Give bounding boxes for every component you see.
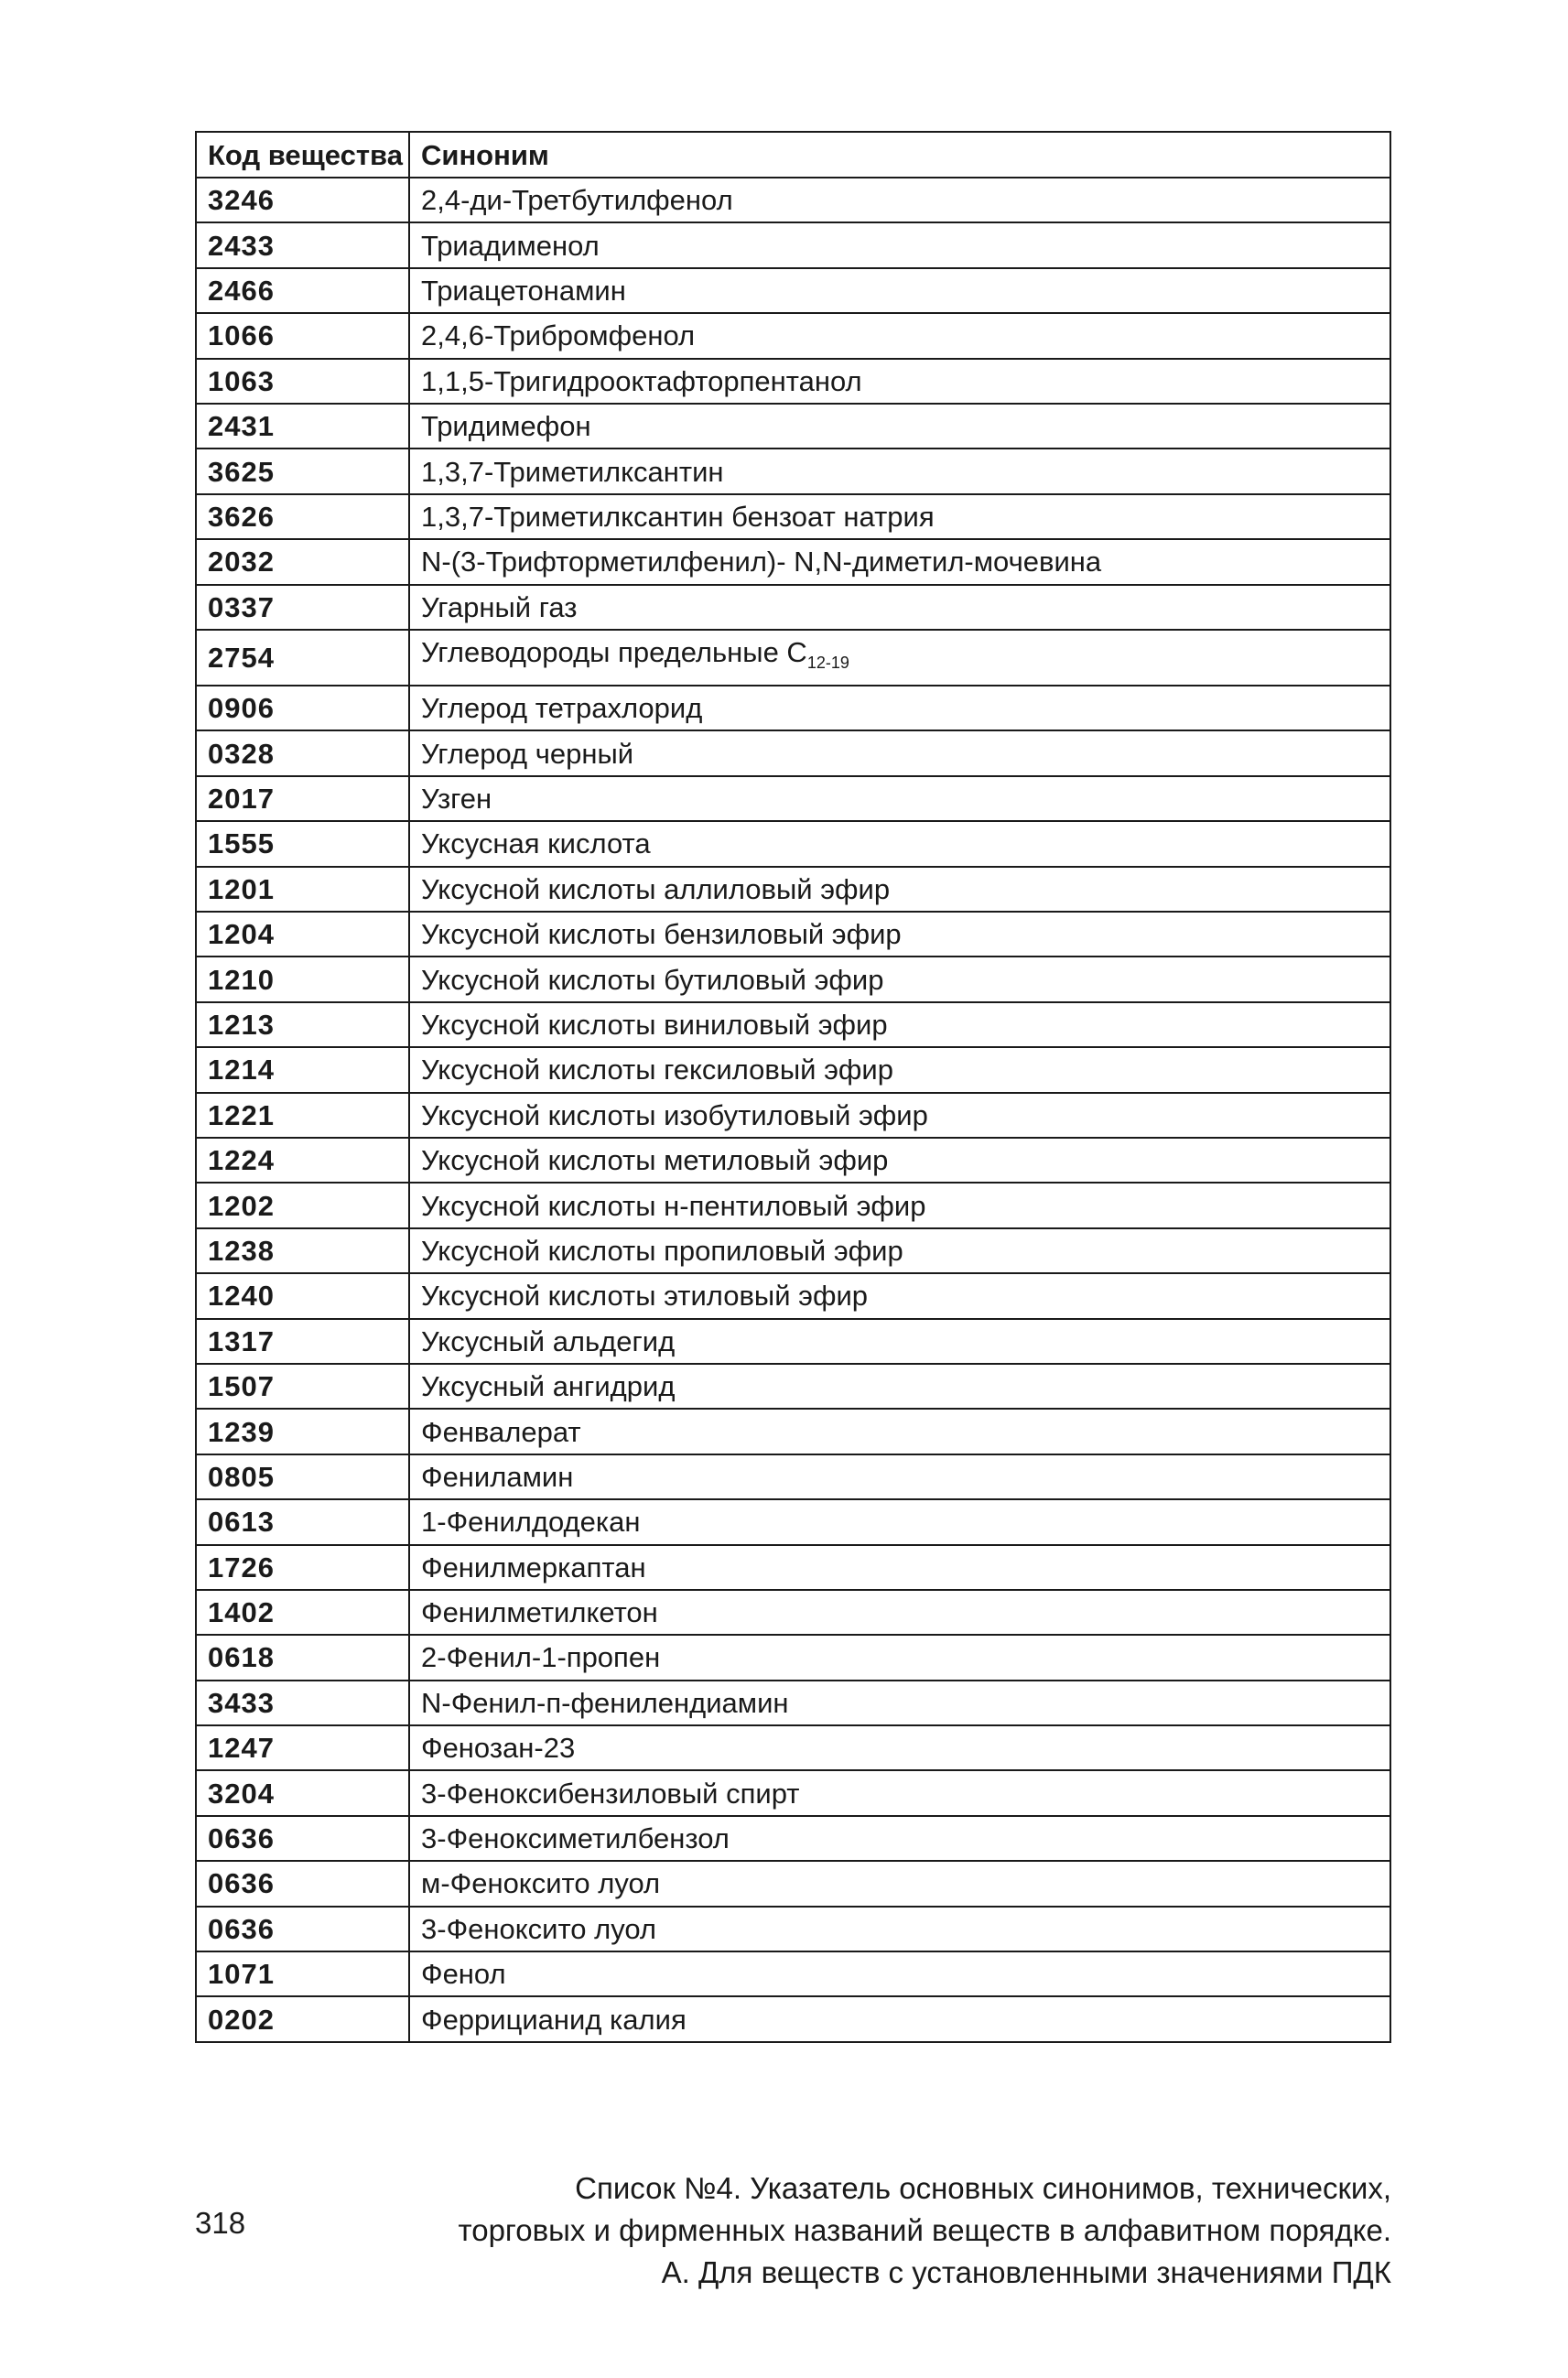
substance-code-cell: 0636 bbox=[196, 1861, 409, 1906]
synonym-cell bbox=[409, 1996, 1390, 2041]
substance-code-cell: 1071 bbox=[196, 1951, 409, 1996]
synonym-text: Фениламин bbox=[421, 1460, 574, 1493]
substance-code-cell: 1507 bbox=[196, 1364, 409, 1409]
synonym-cell bbox=[409, 1590, 1390, 1635]
substance-code-cell: 3433 bbox=[196, 1681, 409, 1725]
substance-code-cell: 1063 bbox=[196, 359, 409, 404]
page-caption bbox=[458, 2167, 1391, 2294]
synonym-cell bbox=[409, 268, 1390, 313]
substance-code-cell: 1221 bbox=[196, 1093, 409, 1138]
synonym-text: N-(3-Трифторметилфенил)- N,N-диметил-мочевина bbox=[421, 546, 1102, 578]
table-row bbox=[196, 449, 1390, 493]
table-row bbox=[196, 1093, 1390, 1138]
synonym-cell bbox=[409, 821, 1390, 866]
synonym-cell bbox=[409, 178, 1390, 222]
synonym-text: Угарный газ bbox=[421, 590, 578, 623]
table-row bbox=[196, 404, 1390, 449]
table-row bbox=[196, 912, 1390, 957]
synonym-text: Феррицианид калия bbox=[421, 2003, 687, 2036]
table-row bbox=[196, 686, 1390, 730]
synonym-cell bbox=[409, 867, 1390, 912]
substance-code-cell: 1238 bbox=[196, 1228, 409, 1273]
synonym-text: Фенозан-23 bbox=[421, 1732, 576, 1765]
caption-line: А. Для веществ с установленными значениями ПДК bbox=[661, 2255, 1391, 2289]
substance-code-cell: 1247 bbox=[196, 1725, 409, 1770]
table-body bbox=[196, 178, 1390, 2042]
synonym-cell bbox=[409, 1183, 1390, 1227]
table-row bbox=[196, 630, 1390, 686]
table-row bbox=[196, 494, 1390, 539]
table-row bbox=[196, 1002, 1390, 1047]
synonym-cell bbox=[409, 686, 1390, 730]
synonym-cell bbox=[409, 539, 1390, 584]
synonym-text: N-Фенил-п-фенилендиамин bbox=[421, 1686, 789, 1719]
synonym-text: 2,4-ди-Третбутилфенол bbox=[421, 184, 733, 217]
synonym-text: 3-Феноксиметилбензол bbox=[421, 1822, 730, 1855]
table-row bbox=[196, 867, 1390, 912]
synonym-cell bbox=[409, 1770, 1390, 1815]
synonym-cell bbox=[409, 957, 1390, 1001]
table-row bbox=[196, 957, 1390, 1001]
table-row bbox=[196, 1228, 1390, 1273]
substance-code-cell: 2433 bbox=[196, 222, 409, 267]
synonym-text: 2,4,6-Трибромфенол bbox=[421, 319, 696, 352]
synonym-cell bbox=[409, 313, 1390, 358]
synonym-cell bbox=[409, 404, 1390, 449]
substance-code-cell: 1214 bbox=[196, 1047, 409, 1092]
substance-code-cell: 1066 bbox=[196, 313, 409, 358]
table-row bbox=[196, 1635, 1390, 1680]
synonym-cell bbox=[409, 730, 1390, 775]
table-row bbox=[196, 1590, 1390, 1635]
table-row bbox=[196, 1681, 1390, 1725]
substance-code-cell: 0613 bbox=[196, 1499, 409, 1544]
substance-code-cell: 2032 bbox=[196, 539, 409, 584]
synonym-text: Уксусный ангидрид bbox=[421, 1370, 676, 1403]
table-row bbox=[196, 821, 1390, 866]
substance-code-cell: 1210 bbox=[196, 957, 409, 1001]
synonym-text: Углерод тетрахлорид bbox=[421, 692, 703, 725]
table-header-row bbox=[196, 132, 1390, 178]
synonym-text: Триацетонамин bbox=[421, 274, 626, 307]
synonym-cell bbox=[409, 1409, 1390, 1454]
table-row bbox=[196, 1273, 1390, 1318]
table-row bbox=[196, 359, 1390, 404]
synonym-cell bbox=[409, 1002, 1390, 1047]
table-row bbox=[196, 730, 1390, 775]
substance-code-cell: 1402 bbox=[196, 1590, 409, 1635]
header-code: Код вещества bbox=[196, 132, 409, 178]
synonym-text: м-Феноксито луол bbox=[421, 1867, 661, 1900]
table-row bbox=[196, 178, 1390, 222]
synonym-cell bbox=[409, 1681, 1390, 1725]
substance-code-cell: 3204 bbox=[196, 1770, 409, 1815]
substance-code-cell: 1204 bbox=[196, 912, 409, 957]
synonym-text: Уксусный альдегид bbox=[421, 1324, 676, 1357]
substance-code-cell: 0906 bbox=[196, 686, 409, 730]
synonym-text: Фенвалерат bbox=[421, 1415, 581, 1448]
substance-code-cell: 1224 bbox=[196, 1138, 409, 1183]
substance-code-cell: 0337 bbox=[196, 585, 409, 630]
substance-code-cell: 1726 bbox=[196, 1545, 409, 1590]
table-row bbox=[196, 1138, 1390, 1183]
synonyms-table bbox=[195, 131, 1391, 2043]
synonym-text: Уксусной кислоты гексиловый эфир bbox=[421, 1054, 893, 1086]
synonym-text: Триадименол bbox=[421, 229, 600, 262]
table-row bbox=[196, 1454, 1390, 1499]
table-row bbox=[196, 1545, 1390, 1590]
synonym-text: Уксусной кислоты бутиловый эфир bbox=[421, 963, 884, 996]
substance-code-cell: 1213 bbox=[196, 1002, 409, 1047]
substance-code-cell: 2754 bbox=[196, 630, 409, 686]
synonym-text: 1-Фенилдодекан bbox=[421, 1506, 641, 1539]
substance-code-cell: 2466 bbox=[196, 268, 409, 313]
synonym-text: Уксусной кислоты бензиловый эфир bbox=[421, 918, 902, 951]
synonym-cell bbox=[409, 494, 1390, 539]
synonym-text: Углерод черный bbox=[421, 737, 634, 770]
synonym-cell bbox=[409, 1499, 1390, 1544]
substance-code-cell: 1240 bbox=[196, 1273, 409, 1318]
synonym-cell bbox=[409, 222, 1390, 267]
page-number: 318 bbox=[195, 2206, 246, 2240]
synonym-text: Фенол bbox=[421, 1958, 506, 1991]
synonym-text: Уксусной кислоты аллиловый эфир bbox=[421, 872, 891, 905]
table-row bbox=[196, 1047, 1390, 1092]
synonym-cell bbox=[409, 1816, 1390, 1861]
synonym-text: Уксусной кислоты метиловый эфир bbox=[421, 1144, 889, 1177]
synonym-cell bbox=[409, 1228, 1390, 1273]
synonym-text: Уксусной кислоты пропиловый эфир bbox=[421, 1234, 903, 1267]
synonym-text: Уксусная кислота bbox=[421, 827, 651, 860]
synonym-text: Узген bbox=[421, 783, 492, 816]
substance-code-cell: 2017 bbox=[196, 776, 409, 821]
synonym-text: Фенилметилкетон bbox=[421, 1596, 658, 1629]
synonym-cell bbox=[409, 1725, 1390, 1770]
substance-code-cell: 1239 bbox=[196, 1409, 409, 1454]
caption-line: торговых и фирменных названий веществ в алфавитном порядке. bbox=[458, 2213, 1391, 2247]
substance-code-cell: 1317 bbox=[196, 1319, 409, 1364]
synonym-text: Углеводороды предельные C bbox=[421, 635, 807, 668]
synonym-cell bbox=[409, 1047, 1390, 1092]
synonym-cell bbox=[409, 1861, 1390, 1906]
table-row bbox=[196, 776, 1390, 821]
synonym-cell bbox=[409, 1951, 1390, 1996]
synonym-text: Фенилмеркаптан bbox=[421, 1551, 646, 1584]
substance-code-cell: 3625 bbox=[196, 449, 409, 493]
table-row bbox=[196, 222, 1390, 267]
synonym-text: Уксусной кислоты н-пентиловый эфир bbox=[421, 1189, 926, 1222]
table-row bbox=[196, 1725, 1390, 1770]
table-row bbox=[196, 1409, 1390, 1454]
substance-code-cell: 0328 bbox=[196, 730, 409, 775]
synonym-cell bbox=[409, 1635, 1390, 1680]
synonym-cell bbox=[409, 1093, 1390, 1138]
substance-code-cell: 0636 bbox=[196, 1907, 409, 1951]
synonym-text: Уксусной кислоты виниловый эфир bbox=[421, 1009, 888, 1042]
substance-code-cell: 3626 bbox=[196, 494, 409, 539]
synonym-cell bbox=[409, 585, 1390, 630]
substance-code-cell: 0636 bbox=[196, 1816, 409, 1861]
table-row bbox=[196, 539, 1390, 584]
synonym-cell bbox=[409, 359, 1390, 404]
synonym-text: 1,1,5-Тригидрооктафторпентанол bbox=[421, 364, 862, 397]
table-row bbox=[196, 585, 1390, 630]
table-row bbox=[196, 1319, 1390, 1364]
synonym-cell bbox=[409, 912, 1390, 957]
synonym-cell bbox=[409, 449, 1390, 493]
substance-code-cell: 0618 bbox=[196, 1635, 409, 1680]
synonym-text: 3-Феноксито луол bbox=[421, 1912, 657, 1945]
table-row bbox=[196, 268, 1390, 313]
table-row bbox=[196, 1499, 1390, 1544]
synonym-text: 1,3,7-Триметилксантин бензоат натрия bbox=[421, 500, 935, 533]
synonym-cell bbox=[409, 1545, 1390, 1590]
synonym-text: 3-Феноксибензиловый спирт bbox=[421, 1777, 800, 1810]
synonym-cell bbox=[409, 1319, 1390, 1364]
table-row bbox=[196, 1816, 1390, 1861]
synonym-cell bbox=[409, 1907, 1390, 1951]
synonym-cell bbox=[409, 776, 1390, 821]
substance-code-cell: 2431 bbox=[196, 404, 409, 449]
table-row bbox=[196, 1861, 1390, 1906]
synonym-cell bbox=[409, 1364, 1390, 1409]
synonym-cell bbox=[409, 1454, 1390, 1499]
table-row bbox=[196, 1907, 1390, 1951]
synonym-text: 1,3,7-Триметилксантин bbox=[421, 455, 724, 488]
synonym-text: Уксусной кислоты этиловый эфир bbox=[421, 1280, 869, 1313]
substance-code-cell: 1201 bbox=[196, 867, 409, 912]
table-row bbox=[196, 313, 1390, 358]
table-row bbox=[196, 1364, 1390, 1409]
table-row bbox=[196, 1770, 1390, 1815]
substance-code-cell: 1555 bbox=[196, 821, 409, 866]
synonym-cell bbox=[409, 630, 1390, 686]
synonym-text: Уксусной кислоты изобутиловый эфир bbox=[421, 1098, 928, 1131]
synonym-text: Тридимефон bbox=[421, 410, 591, 443]
substance-code-cell: 1202 bbox=[196, 1183, 409, 1227]
synonym-text: 2-Фенил-1-пропен bbox=[421, 1641, 661, 1674]
synonym-cell bbox=[409, 1138, 1390, 1183]
table-row bbox=[196, 1183, 1390, 1227]
table-row bbox=[196, 1996, 1390, 2041]
header-synonym: Синоним bbox=[409, 132, 1390, 178]
substance-code-cell: 3246 bbox=[196, 178, 409, 222]
caption-line: Список №4. Указатель основных синонимов, технических, bbox=[575, 2171, 1391, 2205]
synonym-subscript: 12-19 bbox=[806, 654, 849, 673]
table-row bbox=[196, 1951, 1390, 1996]
substance-code-cell: 0805 bbox=[196, 1454, 409, 1499]
synonym-cell bbox=[409, 1273, 1390, 1318]
substance-code-cell: 0202 bbox=[196, 1996, 409, 2041]
